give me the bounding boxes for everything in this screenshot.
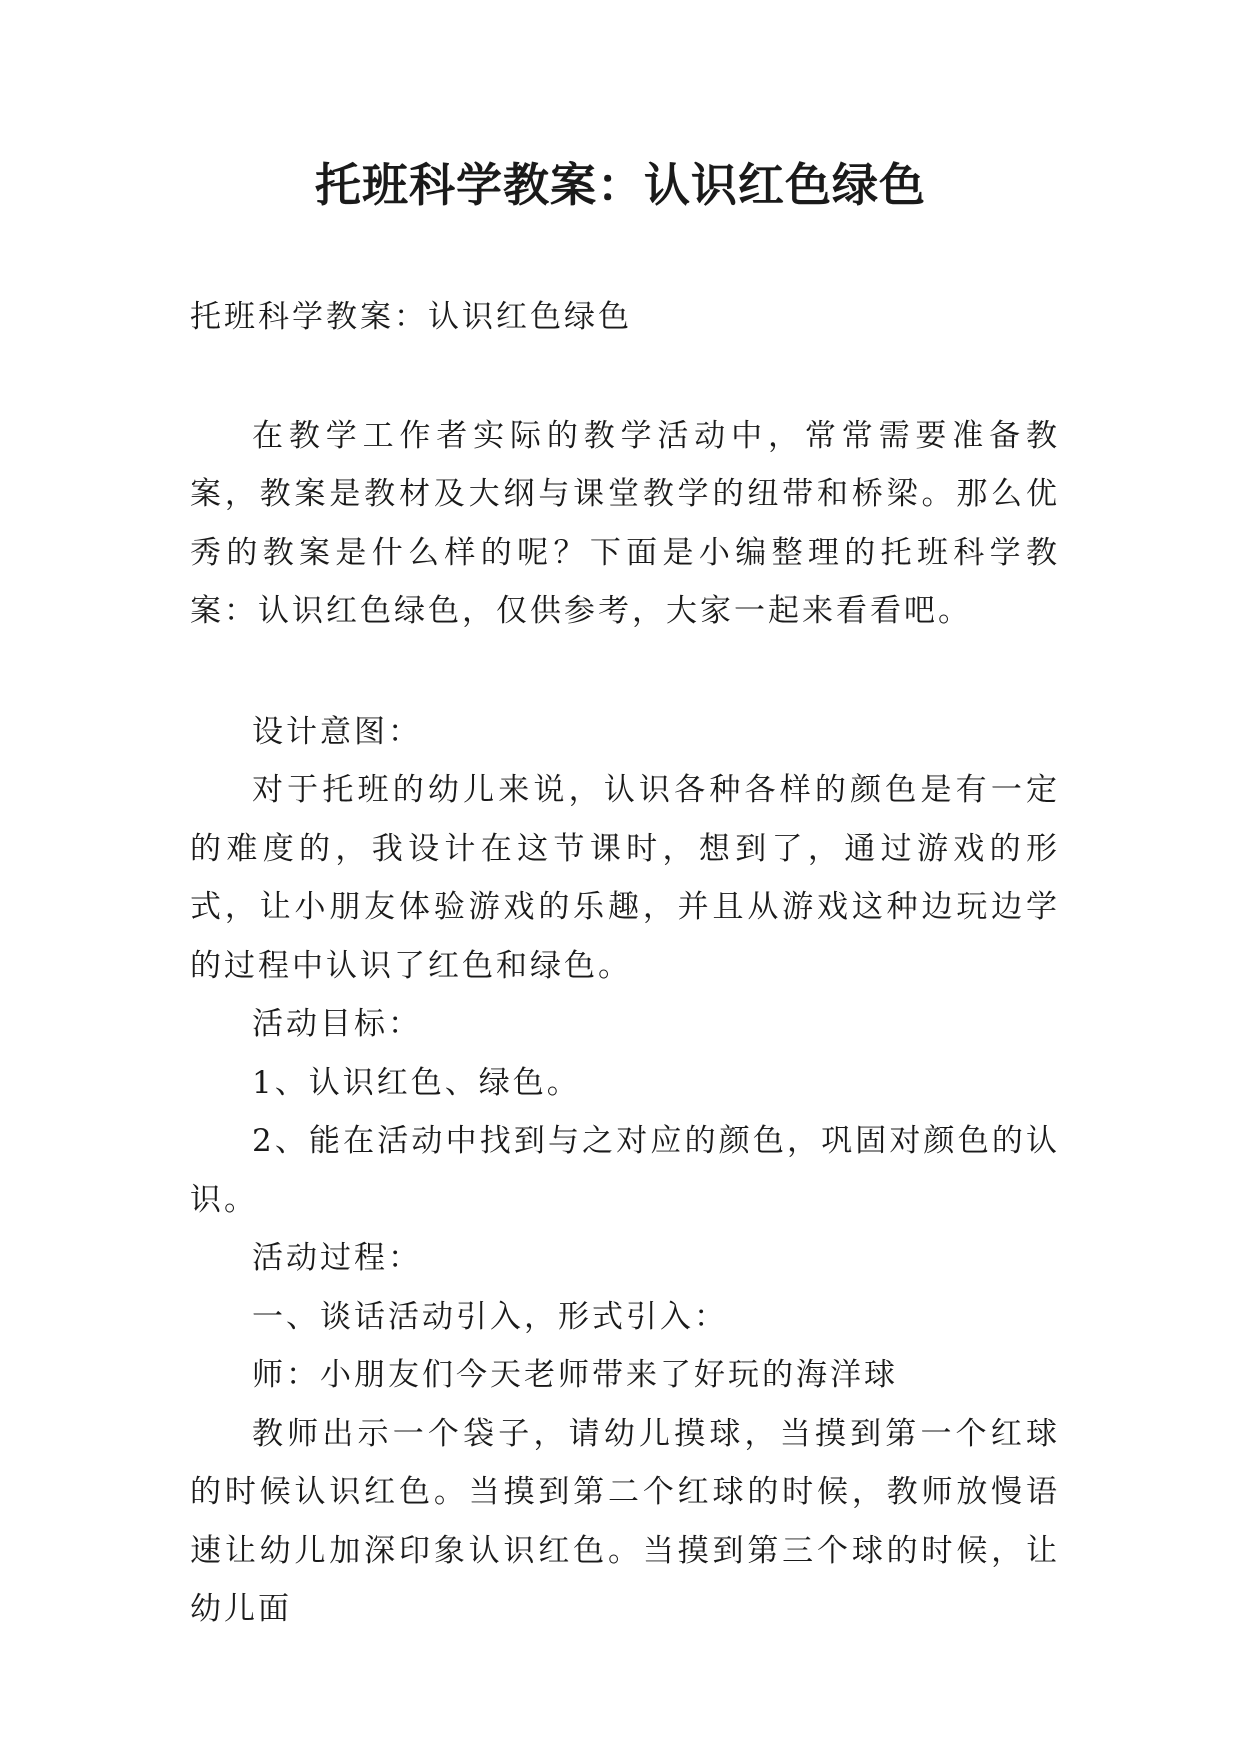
teacher-line: 师：小朋友们今天老师带来了好玩的海洋球 (252, 1357, 898, 1393)
heading-design-intent: 设计意图： (252, 713, 422, 750)
document-subtitle: 托班科学教案：认识红色绿色 (190, 299, 632, 335)
paragraph-design-intent: 对于托班的幼儿来说，认识各种各样的颜色是有一定的难度的，我设计在这节课时，想到了，通过游戏的形式，让小朋友体验游戏的乐趣，并且从游戏这种边玩边学的过程中认识了红色和绿色。 (190, 772, 1060, 984)
heading-activity-process: 活动过程： (252, 1240, 422, 1276)
goal-item-2: 2、能在活动中找到与之对应的颜色，巩固对颜色的认识。 (190, 1123, 1060, 1218)
paragraph-intro: 在教学工作者实际的教学活动中，常常需要准备教案，教案是教材及大纲与课堂教学的纽带和桥梁。那么优秀的教案是什么样的呢？下面是小编整理的托班科学教案：认识红色绿色，仅供参考，大家一起来看看吧。 (190, 417, 1060, 629)
document-title: 托班科学教案：认识红色绿色 (315, 158, 926, 212)
goal-item-1: 1、认识红色、绿色。 (252, 1064, 581, 1101)
paragraph-ball-activity: 教师出示一个袋子，请幼儿摸球，当摸到第一个红球的时候认识红色。当摸到第二个红球的时候，教师放慢语速让幼儿加深印象认识红色。当摸到第三个球的时候，让幼儿面 (190, 1415, 1060, 1627)
process-step-1: 一、谈话活动引入，形式引入： (252, 1298, 728, 1335)
document-body (190, 288, 1060, 1639)
heading-activity-goals: 活动目标： (252, 1006, 422, 1042)
